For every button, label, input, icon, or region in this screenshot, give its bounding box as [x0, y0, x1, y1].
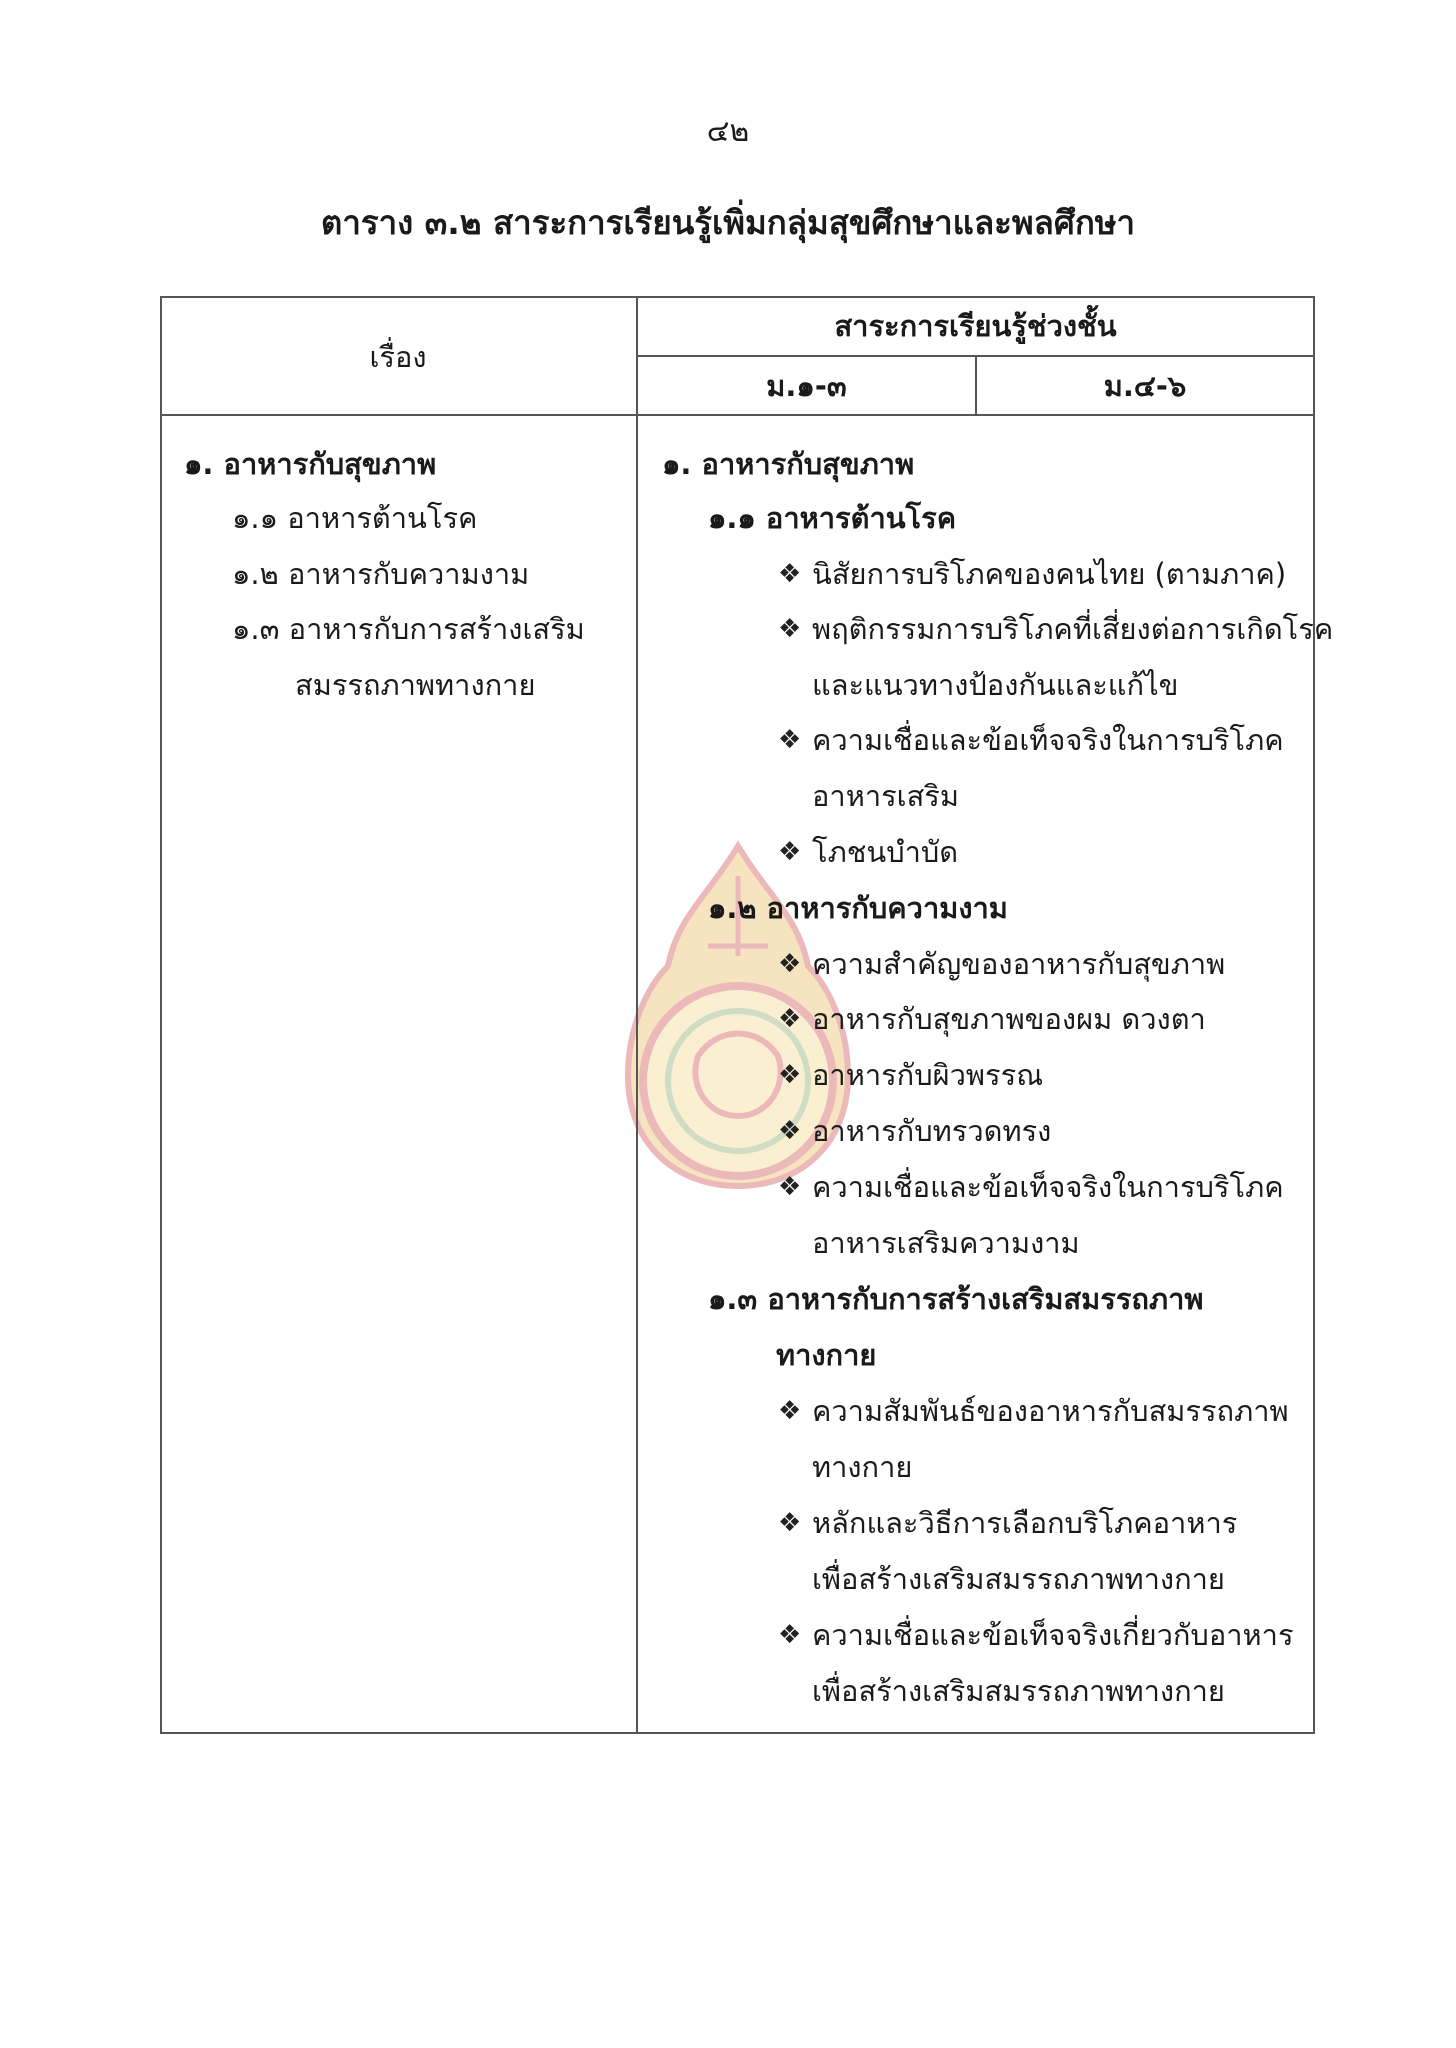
topic-item: ๑.๒ อาหารกับความงาม: [232, 557, 530, 591]
diamond-bullet-icon: ❖: [778, 614, 802, 644]
diamond-bullet-icon: ❖: [778, 1004, 802, 1034]
table-column-divider: [636, 296, 638, 1734]
topic-item: สมรรถภาพทางกาย: [295, 668, 536, 702]
content-item: หลักและวิธีการเลือกบริโภคอาหาร: [812, 1506, 1238, 1540]
diamond-bullet-icon: ❖: [778, 559, 802, 589]
content-item: อาหารกับทรวดทรง: [812, 1114, 1052, 1148]
content-subheading: ๑.๑ อาหารต้านโรค: [708, 501, 957, 535]
table-border-right: [1313, 296, 1315, 1734]
content-item-continued: และแนวทางป้องกันและแก้ไข: [812, 668, 1179, 702]
topic-item: ๑.๓ อาหารกับการสร้างเสริม: [232, 612, 585, 646]
content-heading: ๑. อาหารกับสุขภาพ: [662, 447, 915, 481]
content-item: ความสำคัญของอาหารกับสุขภาพ: [812, 947, 1226, 981]
content-item-continued: เพื่อสร้างเสริมสมรรถภาพทางกาย: [812, 1674, 1225, 1708]
diamond-bullet-icon: ❖: [778, 1116, 802, 1146]
curriculum-table: [160, 296, 1334, 1734]
content-item-continued: อาหารเสริมความงาม: [812, 1226, 1080, 1260]
content-subheading-continued: ทางกาย: [776, 1338, 877, 1372]
diamond-bullet-icon: ❖: [778, 1172, 802, 1202]
topic-item: ๑.๑ อาหารต้านโรค: [232, 501, 478, 535]
table-border-top: [160, 296, 1315, 298]
content-item: อาหารกับสุขภาพของผม ดวงตา: [812, 1002, 1206, 1036]
content-item: ความเชื่อและข้อเท็จจริงเกี่ยวกับอาหาร: [812, 1618, 1294, 1652]
diamond-bullet-icon: ❖: [778, 1620, 802, 1650]
page-title: ตาราง ๓.๒ สาระการเรียนรู้เพิ่มกลุ่มสุขศึกษาและพลศึกษา: [320, 203, 1136, 242]
table-border-left: [160, 296, 162, 1734]
content-item-continued: อาหารเสริม: [812, 779, 959, 813]
content-item: อาหารกับผิวพรรณ: [812, 1058, 1044, 1092]
content-item: โภชนบำบัด: [812, 835, 959, 869]
content-item-continued: ทางกาย: [812, 1450, 913, 1484]
content-item: ความสัมพันธ์ของอาหารกับสมรรถภาพ: [812, 1394, 1289, 1428]
content-item: นิสัยการบริโภคของคนไทย (ตามภาค): [812, 557, 1287, 591]
page-number: ๔๒: [706, 114, 750, 149]
header-m13: ม.๑-๓: [766, 369, 847, 403]
content-item: พฤติกรรมการบริโภคที่เสี่ยงต่อการเกิดโรค: [812, 612, 1334, 646]
header-m46: ม.๔-๖: [1103, 369, 1187, 403]
content-subheading: ๑.๒ อาหารกับความงาม: [708, 891, 1008, 925]
diamond-bullet-icon: ❖: [778, 837, 802, 867]
content-item: ความเชื่อและข้อเท็จจริงในการบริโภค: [812, 723, 1284, 757]
diamond-bullet-icon: ❖: [778, 1060, 802, 1090]
topic-item: ๑. อาหารกับสุขภาพ: [184, 447, 437, 481]
content-subheading: ๑.๓ อาหารกับการสร้างเสริมสมรรถภาพ: [708, 1282, 1204, 1316]
header-bottom-divider: [160, 414, 1315, 416]
table-border-bottom: [160, 1732, 1315, 1734]
diamond-bullet-icon: ❖: [778, 725, 802, 755]
diamond-bullet-icon: ❖: [778, 1396, 802, 1426]
header-topic: เรื่อง: [369, 340, 427, 374]
content-item: ความเชื่อและข้อเท็จจริงในการบริโภค: [812, 1170, 1284, 1204]
diamond-bullet-icon: ❖: [778, 1508, 802, 1538]
diamond-bullet-icon: ❖: [778, 949, 802, 979]
header-content: สาระการเรียนรู้ช่วงชั้น: [834, 309, 1117, 343]
content-item-continued: เพื่อสร้างเสริมสมรรถภาพทางกาย: [812, 1562, 1225, 1596]
